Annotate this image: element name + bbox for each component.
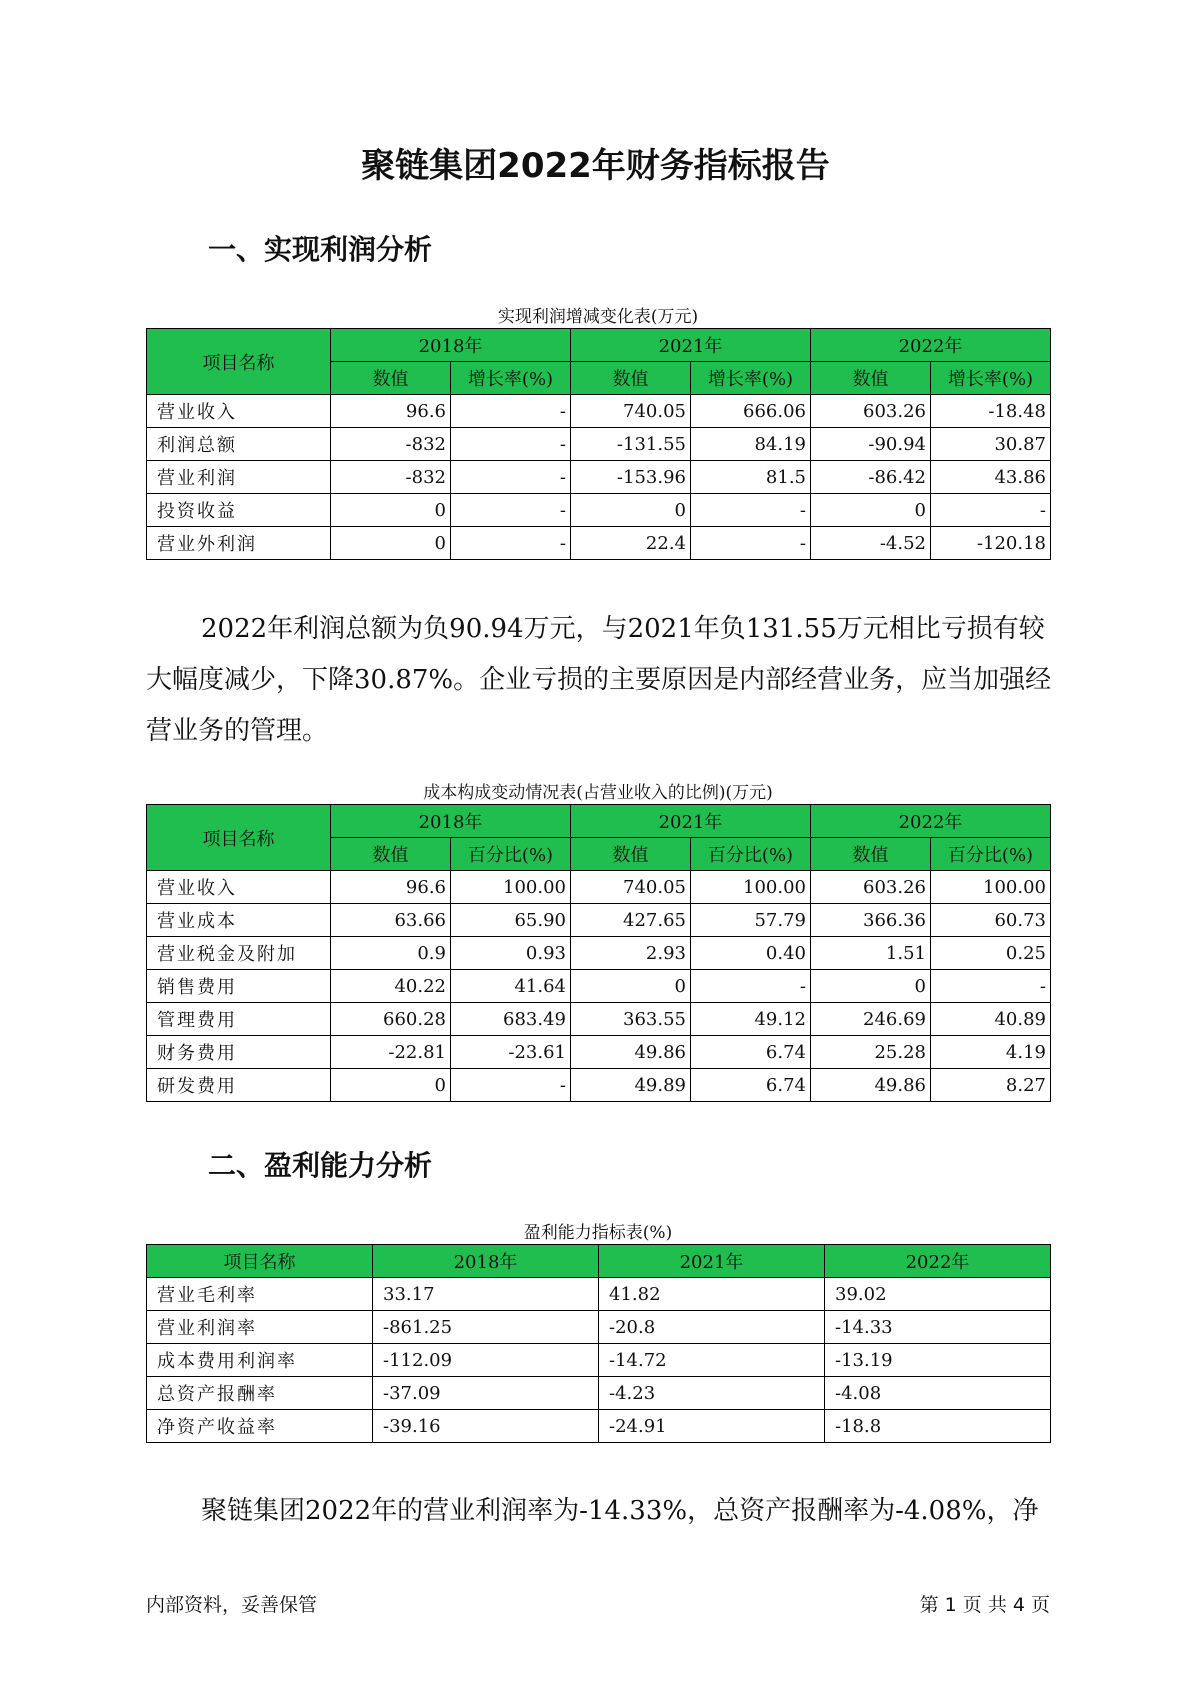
table-row — [147, 395, 1051, 428]
table-cell: -4.52 — [811, 527, 931, 560]
table-cell: - — [451, 1069, 571, 1102]
table-cell: 60.73 — [931, 904, 1051, 937]
table-cell: 84.19 — [691, 428, 811, 461]
row-label: 净资产收益率 — [147, 1410, 373, 1443]
value-subheader: 数值 — [331, 838, 451, 871]
table-cell: - — [451, 494, 571, 527]
table-cell: -4.08 — [825, 1377, 1051, 1410]
value-subheader: 数值 — [331, 362, 451, 395]
year-header: 2018年 — [331, 805, 571, 838]
table-row — [147, 527, 1051, 560]
growth-subheader: 增长率(%) — [691, 362, 811, 395]
year-header: 2021年 — [571, 329, 811, 362]
table-cell: -153.96 — [571, 461, 691, 494]
table-cell: 0.25 — [931, 937, 1051, 970]
year-header: 2018年 — [373, 1245, 599, 1278]
table-cell: 427.65 — [571, 904, 691, 937]
table-cell: - — [931, 970, 1051, 1003]
document-title: 聚链集团2022年财务指标报告 — [361, 146, 830, 186]
table-cell: 41.64 — [451, 970, 571, 1003]
table-cell: - — [691, 494, 811, 527]
growth-subheader: 增长率(%) — [451, 362, 571, 395]
growth-subheader: 增长率(%) — [931, 362, 1051, 395]
table-cell: - — [451, 428, 571, 461]
table-cell: 22.4 — [571, 527, 691, 560]
percent-subheader: 百分比(%) — [931, 838, 1051, 871]
table-cell: 4.19 — [931, 1036, 1051, 1069]
table-cell: 30.87 — [931, 428, 1051, 461]
table-cell: -18.48 — [931, 395, 1051, 428]
table-cell: 49.89 — [571, 1069, 691, 1102]
table-cell: -86.42 — [811, 461, 931, 494]
profitability-paragraph: 聚链集团2022年的营业利润率为-14.33%，总资产报酬率为-4.08%，净 — [201, 1496, 1039, 1526]
row-label: 营业税金及附加 — [147, 937, 331, 970]
table-cell: 0 — [571, 970, 691, 1003]
table-cell: 8.27 — [931, 1069, 1051, 1102]
table-cell: - — [451, 461, 571, 494]
row-label: 利润总额 — [147, 428, 331, 461]
table-row — [147, 1003, 1051, 1036]
row-label: 成本费用利润率 — [147, 1344, 373, 1377]
value-subheader: 数值 — [811, 362, 931, 395]
item-name-header: 项目名称 — [147, 805, 331, 871]
table-row — [147, 1377, 1051, 1410]
table-cell: 0.9 — [331, 937, 451, 970]
row-label: 营业收入 — [147, 395, 331, 428]
footer-page-number: 第 1 页 共 4 页 — [919, 1594, 1050, 1616]
table-cell: 40.89 — [931, 1003, 1051, 1036]
footer-confidential-note: 内部资料，妥善保管 — [146, 1594, 318, 1616]
table-cell: -861.25 — [373, 1311, 599, 1344]
profit-analysis-paragraph: 2022年利润总额为负90.94万元，与2021年负131.55万元相比亏损有较大幅度减少，下降30.87%。企业亏损的主要原因是内部经营业务，应当加强经营业务的管理。 — [146, 614, 1052, 746]
row-label: 总资产报酬率 — [147, 1377, 373, 1410]
table-cell: 666.06 — [691, 395, 811, 428]
table-cell: -832 — [331, 461, 451, 494]
profit-table — [146, 328, 1051, 560]
year-header: 2022年 — [811, 805, 1051, 838]
table-cell: 740.05 — [571, 871, 691, 904]
table-cell: - — [931, 494, 1051, 527]
table-row — [147, 970, 1051, 1003]
row-label: 财务费用 — [147, 1036, 331, 1069]
table-cell: 39.02 — [825, 1278, 1051, 1311]
row-label: 营业成本 — [147, 904, 331, 937]
table-cell: 57.79 — [691, 904, 811, 937]
table-cell: -14.33 — [825, 1311, 1051, 1344]
row-label: 营业毛利率 — [147, 1278, 373, 1311]
item-name-header: 项目名称 — [147, 1245, 373, 1278]
table-row — [147, 1410, 1051, 1443]
table-row — [147, 904, 1051, 937]
table-cell: -24.91 — [599, 1410, 825, 1443]
table-cell: -832 — [331, 428, 451, 461]
table-cell: 683.49 — [451, 1003, 571, 1036]
table-row — [147, 871, 1051, 904]
table-cell: 0.93 — [451, 937, 571, 970]
row-label: 营业利润率 — [147, 1311, 373, 1344]
table-cell: 65.90 — [451, 904, 571, 937]
table-cell: 0 — [331, 494, 451, 527]
table-cell: - — [691, 527, 811, 560]
ratio-table — [146, 1244, 1051, 1443]
year-header: 2018年 — [331, 329, 571, 362]
table-row — [147, 1278, 1051, 1311]
table-row — [147, 937, 1051, 970]
table-cell: 740.05 — [571, 395, 691, 428]
year-header: 2022年 — [825, 1245, 1051, 1278]
year-header: 2021年 — [599, 1245, 825, 1278]
table-cell: -13.19 — [825, 1344, 1051, 1377]
row-label: 投资收益 — [147, 494, 331, 527]
row-label: 营业收入 — [147, 871, 331, 904]
row-label: 营业利润 — [147, 461, 331, 494]
table-cell: 49.12 — [691, 1003, 811, 1036]
table-cell: 246.69 — [811, 1003, 931, 1036]
value-subheader: 数值 — [571, 362, 691, 395]
table-cell: 0 — [331, 527, 451, 560]
table-cell: 81.5 — [691, 461, 811, 494]
table-cell: 0 — [571, 494, 691, 527]
table-cell: 603.26 — [811, 871, 931, 904]
row-label: 营业外利润 — [147, 527, 331, 560]
table-cell: 100.00 — [691, 871, 811, 904]
table-row — [147, 1311, 1051, 1344]
table-cell: -39.16 — [373, 1410, 599, 1443]
table-row — [147, 494, 1051, 527]
table-cell: 660.28 — [331, 1003, 451, 1036]
profit-table-caption: 实现利润增减变化表(万元) — [497, 307, 699, 327]
table-cell: - — [451, 527, 571, 560]
table-cell: 96.6 — [331, 395, 451, 428]
table-cell: -22.81 — [331, 1036, 451, 1069]
table-cell: 96.6 — [331, 871, 451, 904]
table-row — [147, 461, 1051, 494]
item-name-header: 项目名称 — [147, 329, 331, 395]
table-cell: -20.8 — [599, 1311, 825, 1344]
table-cell: 100.00 — [451, 871, 571, 904]
table-cell: -120.18 — [931, 527, 1051, 560]
cost-table-caption: 成本构成变动情况表(占营业收入的比例)(万元) — [423, 783, 773, 803]
table-cell: 41.82 — [599, 1278, 825, 1311]
table-cell: -23.61 — [451, 1036, 571, 1069]
table-cell: 1.51 — [811, 937, 931, 970]
percent-subheader: 百分比(%) — [691, 838, 811, 871]
table-row — [147, 1069, 1051, 1102]
table-cell: 366.36 — [811, 904, 931, 937]
table-cell: 40.22 — [331, 970, 451, 1003]
table-cell: 6.74 — [691, 1069, 811, 1102]
section-heading-profit: 一、实现利润分析 — [208, 233, 433, 266]
table-cell: 43.86 — [931, 461, 1051, 494]
year-header: 2021年 — [571, 805, 811, 838]
ratio-table-caption: 盈利能力指标表(%) — [523, 1223, 673, 1243]
year-header: 2022年 — [811, 329, 1051, 362]
value-subheader: 数值 — [571, 838, 691, 871]
table-cell: 100.00 — [931, 871, 1051, 904]
row-label: 管理费用 — [147, 1003, 331, 1036]
table-cell: 0.40 — [691, 937, 811, 970]
table-cell: -18.8 — [825, 1410, 1051, 1443]
table-cell: 2.93 — [571, 937, 691, 970]
table-cell: - — [691, 970, 811, 1003]
table-cell: -131.55 — [571, 428, 691, 461]
table-cell: -112.09 — [373, 1344, 599, 1377]
table-cell: 0 — [811, 494, 931, 527]
table-cell: 49.86 — [571, 1036, 691, 1069]
table-cell: -4.23 — [599, 1377, 825, 1410]
table-cell: -14.72 — [599, 1344, 825, 1377]
cost-table — [146, 804, 1051, 1102]
value-subheader: 数值 — [811, 838, 931, 871]
table-row — [147, 428, 1051, 461]
table-cell: 63.66 — [331, 904, 451, 937]
table-cell: 49.86 — [811, 1069, 931, 1102]
table-cell: 363.55 — [571, 1003, 691, 1036]
percent-subheader: 百分比(%) — [451, 838, 571, 871]
table-cell: 6.74 — [691, 1036, 811, 1069]
row-label: 销售费用 — [147, 970, 331, 1003]
table-cell: 0 — [811, 970, 931, 1003]
row-label: 研发费用 — [147, 1069, 331, 1102]
table-cell: -90.94 — [811, 428, 931, 461]
table-cell: 603.26 — [811, 395, 931, 428]
table-row — [147, 1036, 1051, 1069]
table-cell: 0 — [331, 1069, 451, 1102]
section-heading-profitability: 二、盈利能力分析 — [208, 1149, 433, 1182]
table-cell: 25.28 — [811, 1036, 931, 1069]
table-cell: - — [451, 395, 571, 428]
table-row — [147, 1344, 1051, 1377]
table-cell: -37.09 — [373, 1377, 599, 1410]
table-cell: 33.17 — [373, 1278, 599, 1311]
